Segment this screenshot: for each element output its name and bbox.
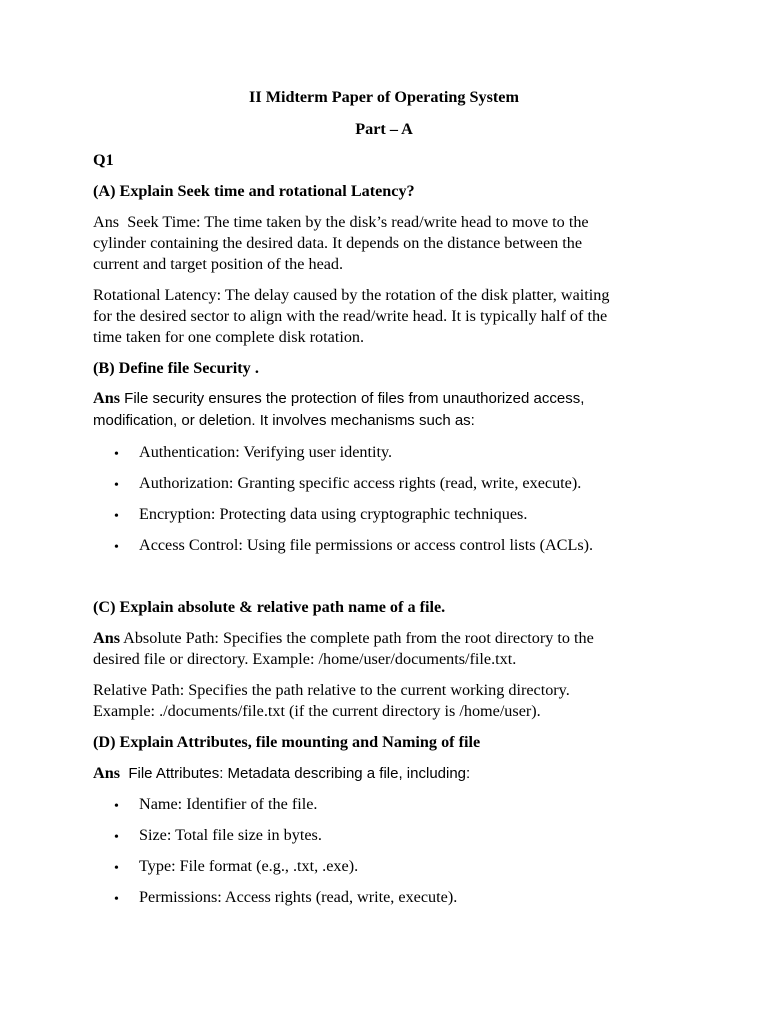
list-item: Permissions: Access rights (read, write, execute). — [139, 888, 458, 906]
list-item: Encryption: Protecting data using cryptographic techniques. — [139, 505, 528, 523]
bullet-dot: • — [114, 861, 119, 876]
list-item: Type: File format (e.g., .txt, .exe). — [139, 857, 359, 875]
answer-prefix: Ans — [93, 764, 120, 782]
list-item: Access Control: Using file permissions or access control lists (ACLs). — [139, 536, 594, 554]
section-c-para2-line-2: Example: ./documents/file.txt (if the current directory is /home/user). — [93, 702, 541, 720]
answer-prefix: Ans — [93, 389, 120, 407]
section-c-answer-line-2: desired file or directory. Example: /home/user/documents/file.txt. — [93, 650, 517, 668]
section-d-intro-line-1: Ans File Attributes: Metadata describing a file, including: — [93, 764, 471, 782]
section-c-heading: (C) Explain absolute & relative path name of a file. — [93, 598, 446, 616]
list-item: Authorization: Granting specific access rights (read, write, execute). — [139, 474, 582, 492]
section-b-heading: (B) Define file Security . — [93, 359, 259, 377]
section-c-para2-line-1: Relative Path: Specifies the path relative to the current working directory. — [93, 681, 570, 699]
section-a-answer-line-2: cylinder containing the desired data. It depends on the distance between the — [93, 234, 583, 252]
list-item: Authentication: Verifying user identity. — [139, 443, 393, 461]
section-a-heading: (A) Explain Seek time and rotational Latency? — [93, 182, 415, 200]
section-b-intro-line-1: Ans File security ensures the protection of files from unauthorized access, — [93, 389, 585, 407]
list-item: Size: Total file size in bytes. — [139, 826, 322, 844]
bullet-dot: • — [114, 509, 119, 524]
bullet-dot: • — [114, 830, 119, 845]
bullet-dot: • — [114, 478, 119, 493]
section-a-para2-line-1: Rotational Latency: The delay caused by the rotation of the disk platter, waiting — [93, 286, 610, 304]
section-a-answer-line-3: current and target position of the head. — [93, 255, 344, 273]
bullet-dot: • — [114, 540, 119, 555]
section-b-intro-line-2: modification, or deletion. It involves mechanisms such as: — [93, 412, 475, 429]
answer-prefix: Ans — [93, 213, 120, 231]
bullet-dot: • — [114, 799, 119, 814]
answer-prefix: Ans — [93, 629, 120, 647]
bullet-dot: • — [114, 447, 119, 462]
part-heading: Part – A — [355, 120, 413, 138]
document-title: II Midterm Paper of Operating System — [249, 88, 519, 106]
section-a-para2-line-2: for the desired sector to align with the read/write head. It is typically half of the — [93, 307, 608, 325]
section-a-para2-line-3: time taken for one complete disk rotation. — [93, 328, 365, 346]
section-d-heading: (D) Explain Attributes, file mounting and Naming of file — [93, 733, 481, 751]
list-item: Name: Identifier of the file. — [139, 795, 318, 813]
section-a-answer-line-1: Ans Seek Time: The time taken by the disk’s read/write head to move to the — [93, 213, 589, 231]
section-c-answer-line-1: Ans Absolute Path: Specifies the complete path from the root directory to the — [93, 629, 594, 647]
question-number: Q1 — [93, 151, 114, 169]
bullet-dot: • — [114, 892, 119, 907]
